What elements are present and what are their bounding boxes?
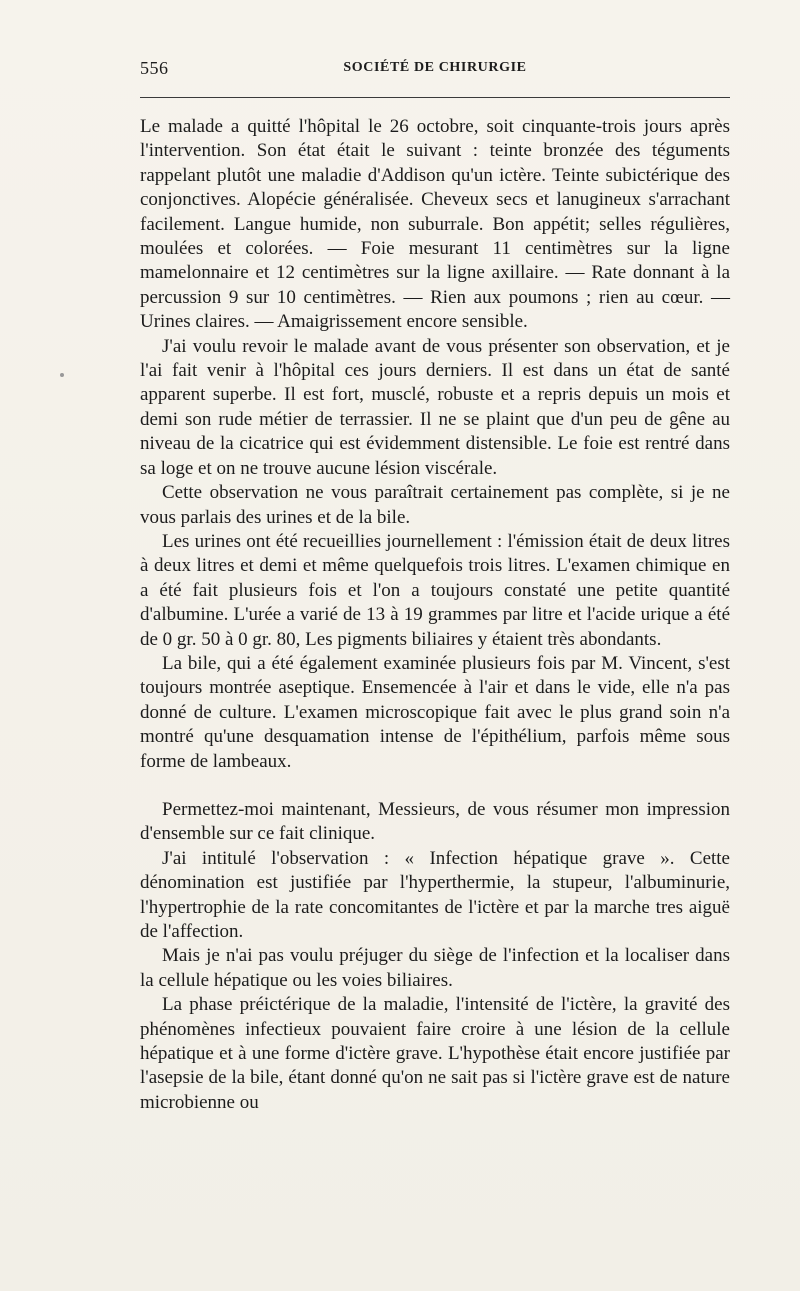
paragraph-urine-bile-intro: Cette observation ne vous paraîtrait certainement pas complète, si je ne vous parlais des urines et de la bile.	[140, 482, 730, 528]
paragraph-patient-status: Le malade a quitté l'hôpital le 26 octobre, soit cinquante-trois jours après l'intervention. Son état était le suivant : teinte bronzée des téguments rappelant plutôt une maladie d'Addison qu'un ictère. Teinte subictérique des conjonctives. Alopécie généralisée. Cheveux secs et lanugineux s'arrachant facilement. Langue humide, non suburrale. Bon appétit; selles régulières, moulées et colorées. — Foie mesurant 11 centimètres sur la ligne mamelonnaire et 12 centimètres sur la ligne axillaire. — Rate donnant à la percussion 9 sur 10 centimètres. — Rien aux poumons ; rien au cœur. — Urines claires. — Amaigrissement encore sensible.	[140, 116, 730, 333]
body-text	[140, 115, 730, 1115]
running-head	[140, 58, 730, 84]
paragraph-title-justification: J'ai intitulé l'observation : « Infection hépatique grave ». Cette dénomination est justifiée par l'hyperthermie, la stupeur, l'albuminurie, l'hypertrophie de la rate concomitantes de l'ictère et par la marche tres aiguë de l'affection.	[140, 847, 730, 942]
paragraph-localization: Mais je n'ai pas voulu préjuger du siège de l'infection et la localiser dans la cellule hépatique ou les voies biliaires.	[140, 945, 730, 991]
page-number: 556	[140, 58, 169, 78]
paragraph-summary-intro: Permettez-moi maintenant, Messieurs, de vous résumer mon impression d'ensemble sur ce fait clinique.	[140, 798, 730, 845]
running-title: SOCIÉTÉ DE CHIRURGIE	[343, 60, 527, 75]
header-rule	[140, 97, 730, 98]
paragraph-urine-analysis: Les urines ont été recueillies journellement : l'émission était de deux litres à deux litres et demi et même quelquefois trois litres. L'examen chimique en a été fait plusieurs fois et l'on a toujours constaté une petite quantité d'albumine. L'urée a varié de 13 à 19 grammes par litre et l'acide urique a été de 0 gr. 50 à 0 gr. 80, Les pigments biliaires y étaient très abondants.	[140, 530, 730, 650]
paragraph-preicteric-phase: La phase préictérique de la maladie, l'intensité de l'ictère, la gravité des phénomènes infectieux pouvaient faire croire à une lésion de la cellule hépatique et à une forme d'ictère grave. L'hypothèse était encore justifiée par l'asepsie de la bile, étant donné qu'on ne sait pas si l'ictère grave est de nature microbienne ou	[140, 994, 730, 1113]
paragraph-follow-up-visit: J'ai voulu revoir le malade avant de vous présenter son observation, et je l'ai fait venir à l'hôpital ces jours derniers. Il est dans un état de santé apparent superbe. Il est fort, musclé, robuste et a repris depuis un mois et demi son rude métier de terrassier. Il ne se plaint que d'un peu de gêne au niveau de la cicatrice qui est évidemment distensible. Le foie est rentré dans sa loge et on ne trouve aucune lésion viscérale.	[140, 335, 730, 479]
paragraph-bile-analysis: La bile, qui a été également examinée plusieurs fois par M. Vincent, s'est toujours montrée aseptique. Ensemencée à l'air et dans le vide, elle n'a pas donné de culture. L'examen microscopique fait avec le plus grand soin n'a montré qu'une desquamation intense de l'épithélium, parfois même sous forme de lambeaux.	[140, 652, 730, 772]
margin-mark	[60, 373, 64, 377]
